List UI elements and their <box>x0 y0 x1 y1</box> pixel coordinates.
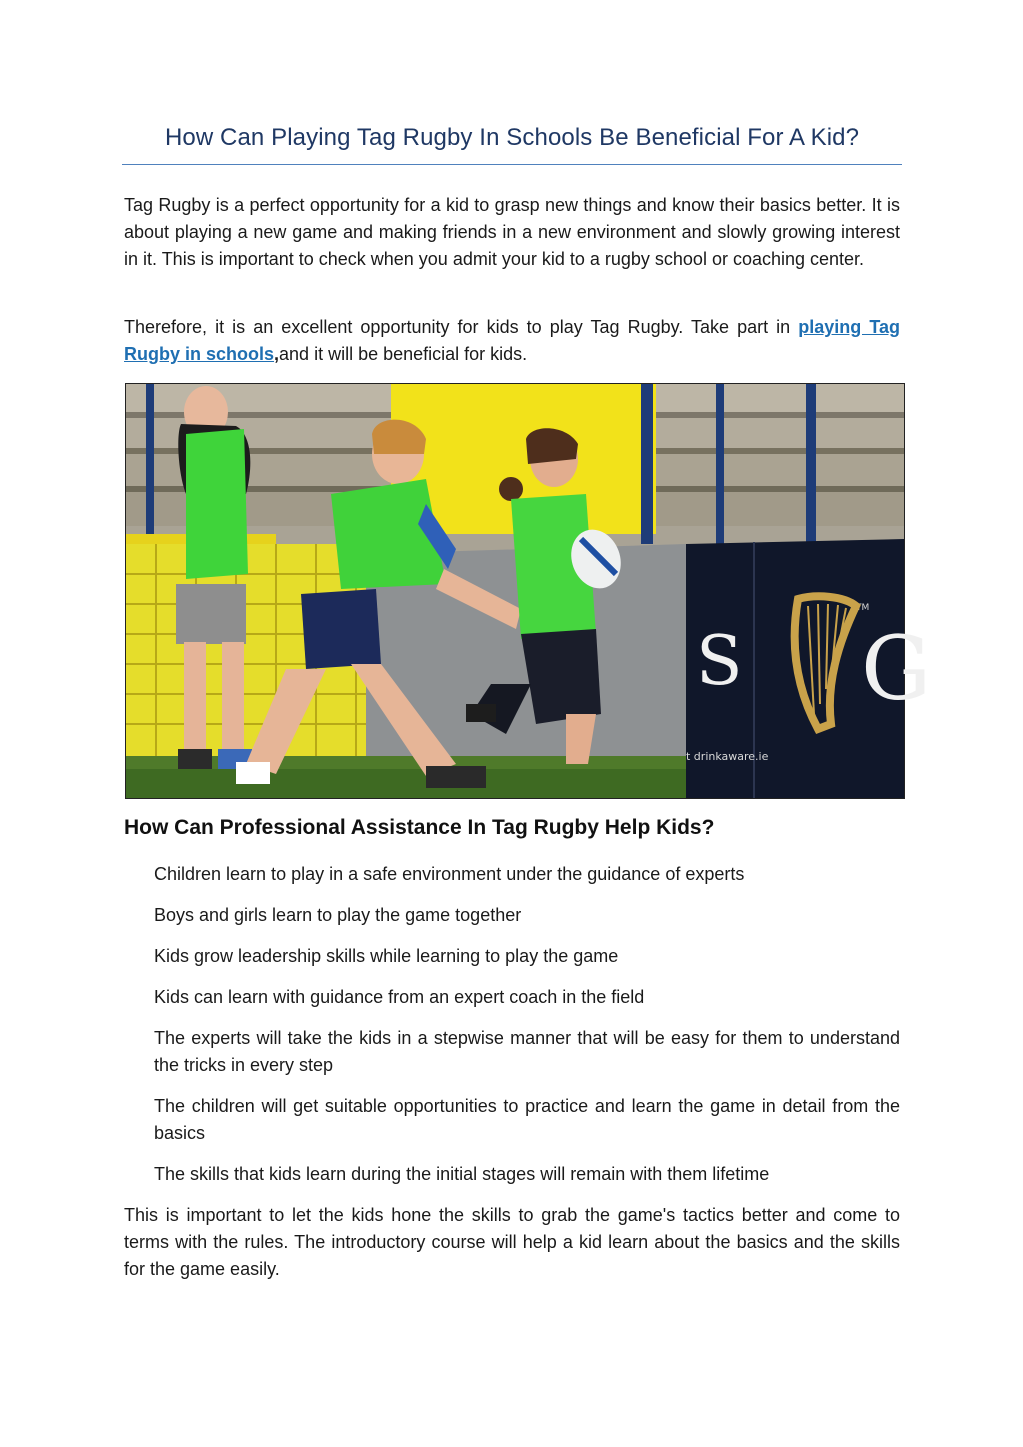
intro-paragraph: Tag Rugby is a perfect opportunity for a kid to grasp new things and know their basics better. It is about playing a new game and making friends in a new environment and slowly growing interest in it. This is important to check when you admit your kid to a rugby school or coaching center. <box>124 195 900 269</box>
rugby-photo <box>125 383 932 799</box>
banner-letter-s: S <box>696 622 743 701</box>
page-title: How Can Playing Tag Rugby In Schools Be Beneficial For A Kid? <box>164 124 860 151</box>
section-heading: How Can Professional Assistance In Tag Rugby Help Kids? <box>124 816 715 839</box>
second-paragraph-text: Therefore, it is an excellent opportunity for kids to play Tag Rugby. Take part in <box>124 317 799 337</box>
playing-tag-rugby-link[interactable]: playing Tag Rugby in schools <box>124 317 900 364</box>
trademark-text: TM <box>856 603 870 613</box>
banner-letter-g: G <box>861 617 932 720</box>
list-item: Kids can learn with guidance from an expert coach in the field <box>154 987 645 1007</box>
list-item: The skills that kids learn during the initial stages will remain with them lifetime <box>154 1164 770 1184</box>
list-item: Kids grow leadership skills while learning to play the game <box>154 946 619 966</box>
second-paragraph-tail: and it will be beneficial for kids. <box>279 344 528 364</box>
closing-paragraph: This is important to let the kids hone the skills to grab the game's tactics better and come to terms with the rules. The introductory course will help a kid learn about the basics and the skills for the game easily. <box>124 1205 900 1279</box>
list-item: Boys and girls learn to play the game together <box>154 905 522 925</box>
second-paragraph <box>124 314 900 368</box>
list-item: Children learn to play in a safe environment under the guidance of experts <box>154 864 745 884</box>
list-item: The children will get suitable opportunities to practice and learn the game in detail from the basics <box>154 1096 900 1143</box>
link-comma: , <box>274 344 280 364</box>
title-underline <box>122 164 902 165</box>
benefits-list <box>154 861 900 1202</box>
list-item: The experts will take the kids in a stepwise manner that will be easy for them to understand the tricks in every step <box>154 1028 900 1075</box>
drinkaware-text: t drinkaware.ie <box>686 750 769 763</box>
